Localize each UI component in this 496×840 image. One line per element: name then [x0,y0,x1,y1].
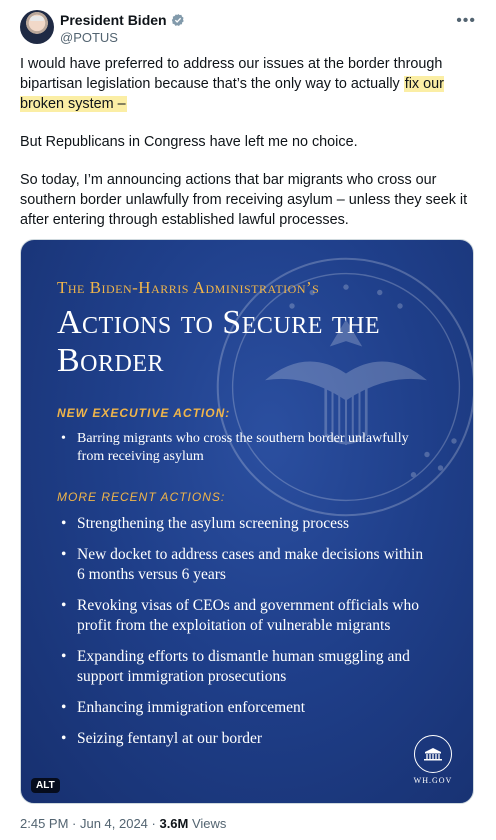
author-name[interactable]: President Biden [60,12,167,28]
tweet-text [20,54,470,248]
tweet-paragraph-3: So today, I’m announcing actions that bar migrants who cross our southern border unlawfully from receiving asylum – unless they seek it after entering through established lawful processes. [20,172,468,228]
views-count: 3.6M [159,816,189,831]
graphic-title: Actions to Secure the Border [57,304,381,379]
list-item: • Seizing fentanyl at our border [57,729,427,749]
logo-text: WH.GOV [413,776,453,785]
verified-badge-icon [171,13,185,27]
list-item: • Enhancing immigration enforcement [57,698,427,718]
section-heading-new-action: NEW EXECUTIVE ACTION: [57,406,231,420]
recent-actions-list [57,514,427,760]
timestamp[interactable]: 2:45 PM · Jun 4, 2024 · [20,816,160,831]
tweet-media-image[interactable] [20,239,474,804]
section-heading-recent-actions: MORE RECENT ACTIONS: [57,490,226,504]
tweet-paragraph-1 [20,54,470,114]
highlighted-text: fix our broken system – [20,76,444,112]
more-options-icon[interactable]: ••• [456,12,476,29]
white-house-logo-icon [414,735,452,773]
alt-text-button[interactable]: ALT [31,778,60,793]
tweet-paragraph-2: But Republicans in Congress have left me no choice. [20,134,358,150]
list-item: • Strengthening the asylum screening process [57,514,427,534]
new-action-list [57,430,427,466]
white-house-logo [411,735,455,785]
list-item: • Barring migrants who cross the southern border unlawfully from receiving asylum [57,430,427,466]
avatar[interactable] [20,10,54,44]
list-item: • Expanding efforts to dismantle human smuggling and support immigration prosecutions [57,647,427,687]
tweet-header [20,10,480,46]
views-label: Views [188,816,227,831]
graphic-eyebrow: The Biden-Harris Administration’s [57,278,320,297]
list-item: • New docket to address cases and make decisions within 6 months versus 6 years [57,545,427,585]
author-name-row [60,12,185,28]
tweet-meta [20,816,226,831]
tweet-text-segment: I would have preferred to address our issues at the border through bipartisan legislation because that’s the only way to actually [20,56,443,92]
list-item: • Revoking visas of CEOs and government officials who profit from the exploitation of vulnerable migrants [57,596,427,636]
author-handle[interactable]: @POTUS [60,30,118,45]
